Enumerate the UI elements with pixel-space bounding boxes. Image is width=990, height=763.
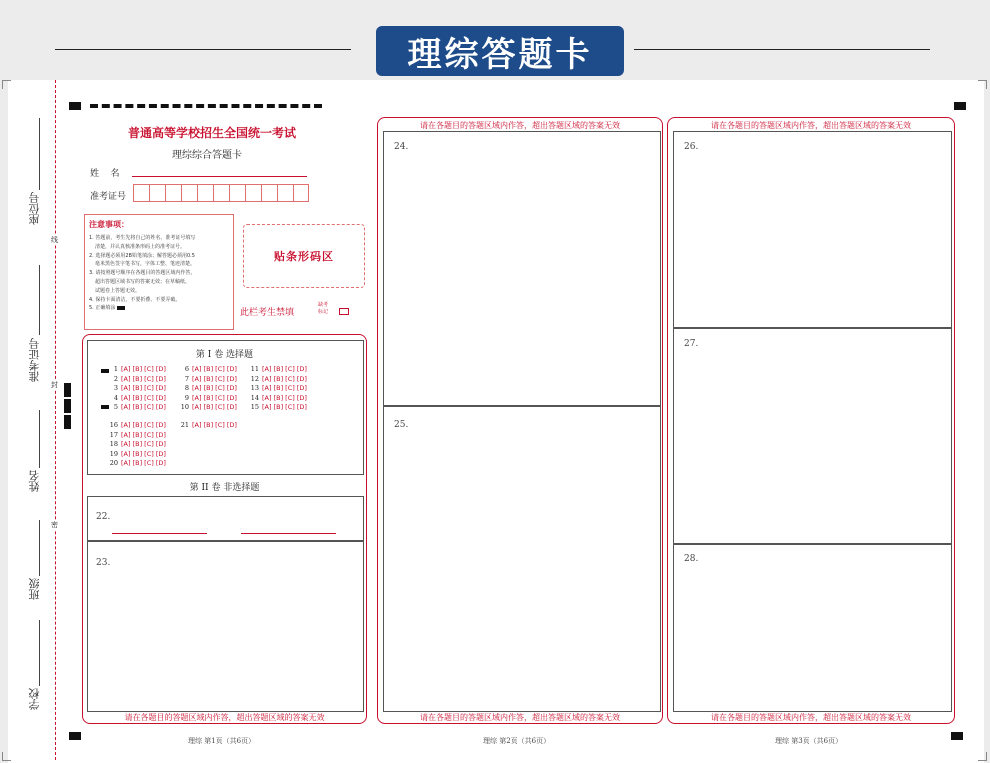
footer-page3: 理综 第3页（共6页）: [775, 737, 843, 745]
choice-row[interactable]: [108, 403, 166, 411]
choice-row[interactable]: [108, 459, 166, 467]
choice-options[interactable]: [A] [B] [C] [D]: [121, 403, 166, 411]
timing-track-top: [90, 104, 322, 108]
choice-row[interactable]: [249, 384, 307, 392]
choice-options[interactable]: [A] [B] [C] [D]: [262, 393, 307, 402]
barcode-area: [243, 224, 365, 288]
title-rule-right: [634, 49, 930, 50]
seal-line: [55, 80, 56, 760]
no-fill-label: 此栏考生禁填: [240, 308, 295, 318]
choice-options[interactable]: [A] [B] [C] [D]: [121, 393, 166, 402]
registration-mark-tl: [69, 102, 81, 110]
q22-blank-1[interactable]: [112, 533, 207, 534]
missing-mark-label-1: 缺考: [318, 302, 329, 308]
choice-number: 7: [184, 374, 189, 383]
choice-options[interactable]: [A] [B] [C] [D]: [121, 459, 166, 467]
choice-options[interactable]: [A] [B] [C] [D]: [121, 421, 166, 429]
side-label-name: 姓名: [28, 470, 41, 492]
choice-row[interactable]: [249, 375, 307, 383]
choice-row[interactable]: [108, 394, 166, 402]
notice-item-text: 5. 正确填涂: [89, 305, 116, 312]
exam-title: 普通高等学校招生全国统一考试: [127, 126, 296, 140]
choice-options[interactable]: [A] [B] [C] [D]: [262, 384, 307, 392]
side-line-seat: [39, 118, 40, 190]
choice-row[interactable]: [179, 384, 237, 392]
footer-page1: 理综 第1页（共6页）: [188, 737, 256, 745]
q22-box[interactable]: [87, 496, 364, 542]
choice-number: 17: [109, 430, 118, 439]
choice-row[interactable]: [108, 431, 166, 439]
choice-options[interactable]: [A] [B] [C] [D]: [192, 421, 237, 429]
registration-mark-br: [951, 732, 963, 740]
corner-mark-tr: [978, 80, 987, 89]
q27-box[interactable]: [673, 327, 952, 545]
choice-options[interactable]: [A] [B] [C] [D]: [121, 430, 166, 439]
sheet-subtitle: 理综综合答题卡: [172, 150, 242, 161]
side-label-school: 学校: [28, 688, 41, 710]
choice-row[interactable]: [179, 403, 237, 411]
choice-number: 12: [250, 374, 259, 383]
choice-options[interactable]: [A] [B] [C] [D]: [192, 403, 237, 411]
side-line-exam-no: [39, 265, 40, 335]
corner-mark-tl: [2, 80, 11, 89]
choice-number: 8: [184, 384, 189, 392]
choice-number: 10: [180, 403, 189, 411]
choice-number: 2: [113, 374, 118, 383]
choice-number: 4: [113, 393, 118, 402]
choice-options[interactable]: [A] [B] [C] [D]: [121, 365, 166, 373]
exam-no-boxes[interactable]: [133, 184, 309, 202]
choice-row[interactable]: [108, 421, 166, 429]
page-banner: 理综答题卡: [376, 26, 624, 76]
q23-box[interactable]: [87, 540, 364, 712]
side-line-class: [39, 520, 40, 576]
choice-row[interactable]: [179, 394, 237, 402]
registration-mark-bl: [69, 732, 81, 740]
exam-no-label: 准考证号: [90, 192, 127, 202]
choice-number: 1: [113, 365, 118, 373]
choice-row[interactable]: [179, 421, 237, 429]
notice-item: 1. 答题前，考生先将自己的姓名、准考证号填写: [89, 235, 196, 241]
timing-track-left: [64, 383, 79, 429]
registration-mark-tr: [954, 102, 966, 110]
choice-options[interactable]: [A] [B] [C] [D]: [192, 384, 237, 392]
corner-mark-br: [978, 752, 987, 761]
choice-options[interactable]: [A] [B] [C] [D]: [121, 440, 166, 448]
name-field[interactable]: [132, 176, 307, 177]
choice-options[interactable]: [A] [B] [C] [D]: [121, 374, 166, 383]
q25-label: 25.: [394, 420, 409, 430]
page2-warning-bottom: 请在各题目的答题区域内作答，超出答题区域的答案无效: [420, 713, 620, 722]
barcode-label: 贴条形码区: [274, 250, 334, 263]
notice-item: [89, 304, 233, 313]
notice-item: 4. 保持卡面清洁，不要折叠、不要弄破。: [89, 296, 181, 303]
choice-row[interactable]: [249, 365, 307, 373]
side-line-school: [39, 620, 40, 686]
choice-options[interactable]: [A] [B] [C] [D]: [121, 384, 166, 392]
choice-number: 14: [250, 393, 259, 402]
side-label-class: 班级: [28, 578, 41, 600]
choice-options[interactable]: [A] [B] [C] [D]: [192, 393, 237, 402]
notice-item: 毫米黑色签字笔书写，字体工整、笔迹清楚。: [95, 261, 196, 268]
footer-page2: 理综 第2页（共6页）: [483, 737, 551, 745]
section2-title: 第 II 卷 非选择题: [189, 483, 260, 493]
choice-row[interactable]: [108, 440, 166, 448]
choice-options[interactable]: [A] [B] [C] [D]: [192, 374, 237, 383]
q22-blank-2[interactable]: [241, 533, 336, 534]
notice-list: [89, 234, 233, 313]
choice-number: 5: [113, 403, 118, 411]
side-label-exam-no: 准考证号: [28, 338, 41, 382]
page3-warning-bottom: 请在各题目的答题区域内作答，超出答题区域的答案无效: [711, 713, 911, 722]
choice-number: 15: [250, 403, 259, 411]
filled-bubble-sample: [117, 306, 125, 310]
notice-item: 3. 请按照题号顺序在各题目的答题区域内作答，: [89, 270, 196, 277]
choice-number: 6: [184, 365, 189, 373]
missing-mark-box[interactable]: [339, 308, 349, 315]
choice-options[interactable]: [A] [B] [C] [D]: [121, 449, 166, 458]
choice-number: 20: [109, 459, 118, 467]
notice-item: 2. 选择题必须用2B铅笔填涂；解答题必须用0.5: [89, 252, 195, 259]
choice-number: 18: [109, 440, 118, 448]
choice-row[interactable]: [249, 394, 307, 402]
side-label-seat: 座位号: [28, 192, 41, 225]
title-rule-left: [55, 49, 351, 50]
q23-label: 23.: [96, 558, 111, 568]
section1-title: 第 I 卷 选择题: [195, 350, 254, 360]
choice-row[interactable]: [249, 403, 307, 411]
name-label: 姓 名: [90, 169, 120, 179]
notice-box: [84, 214, 234, 330]
notice-item: 试题卷上答题无效。: [95, 287, 141, 294]
notice-item: 超出答题区域书写的答案无效；在草稿纸、: [95, 278, 191, 285]
choice-row[interactable]: [108, 450, 166, 458]
choice-number: 21: [180, 421, 189, 429]
q26-label: 26.: [684, 142, 699, 152]
notice-title: 注意事项：: [89, 220, 129, 229]
choice-row[interactable]: [108, 365, 166, 373]
choice-number: 9: [184, 393, 189, 402]
missing-mark-label: [318, 302, 328, 316]
side-line-name: [39, 410, 40, 468]
page3-warning-top: 请在各题目的答题区域内作答，超出答题区域的答案无效: [711, 121, 911, 130]
seal-char-3: 密: [51, 521, 58, 529]
choice-number: 11: [250, 365, 259, 373]
choice-number: 16: [109, 421, 118, 429]
notice-item: 清楚，并认真核准条形码上的准考证号。: [95, 243, 186, 250]
choice-row[interactable]: [108, 384, 166, 392]
choice-row[interactable]: [108, 375, 166, 383]
seal-char-2: 封: [51, 381, 58, 389]
choice-options[interactable]: [A] [B] [C] [D]: [262, 365, 307, 373]
q22-label: 22.: [96, 512, 111, 522]
choice-row[interactable]: [179, 365, 237, 373]
q28-label: 28.: [684, 554, 699, 564]
choice-number: 3: [113, 384, 118, 392]
q24-box[interactable]: [383, 131, 661, 407]
choice-number: 13: [250, 384, 259, 392]
seal-char-1: 线: [51, 236, 58, 244]
q24-label: 24.: [394, 142, 409, 152]
q27-label: 27.: [684, 339, 699, 349]
corner-mark-bl: [2, 752, 11, 761]
choice-options[interactable]: [A] [B] [C] [D]: [192, 365, 237, 373]
choice-options[interactable]: [A] [B] [C] [D]: [262, 403, 307, 411]
choice-number: 19: [109, 449, 118, 458]
q28-box[interactable]: [673, 543, 952, 712]
choice-row[interactable]: [179, 375, 237, 383]
page1-warning-bottom: 请在各题目的答题区域内作答，超出答题区域的答案无效: [124, 713, 325, 722]
page2-warning-top: 请在各题目的答题区域内作答，超出答题区域的答案无效: [420, 121, 620, 130]
q26-box[interactable]: [673, 131, 952, 329]
choice-options[interactable]: [A] [B] [C] [D]: [262, 374, 307, 383]
q25-box[interactable]: [383, 405, 661, 712]
missing-mark-label-2: 标记: [318, 309, 329, 315]
